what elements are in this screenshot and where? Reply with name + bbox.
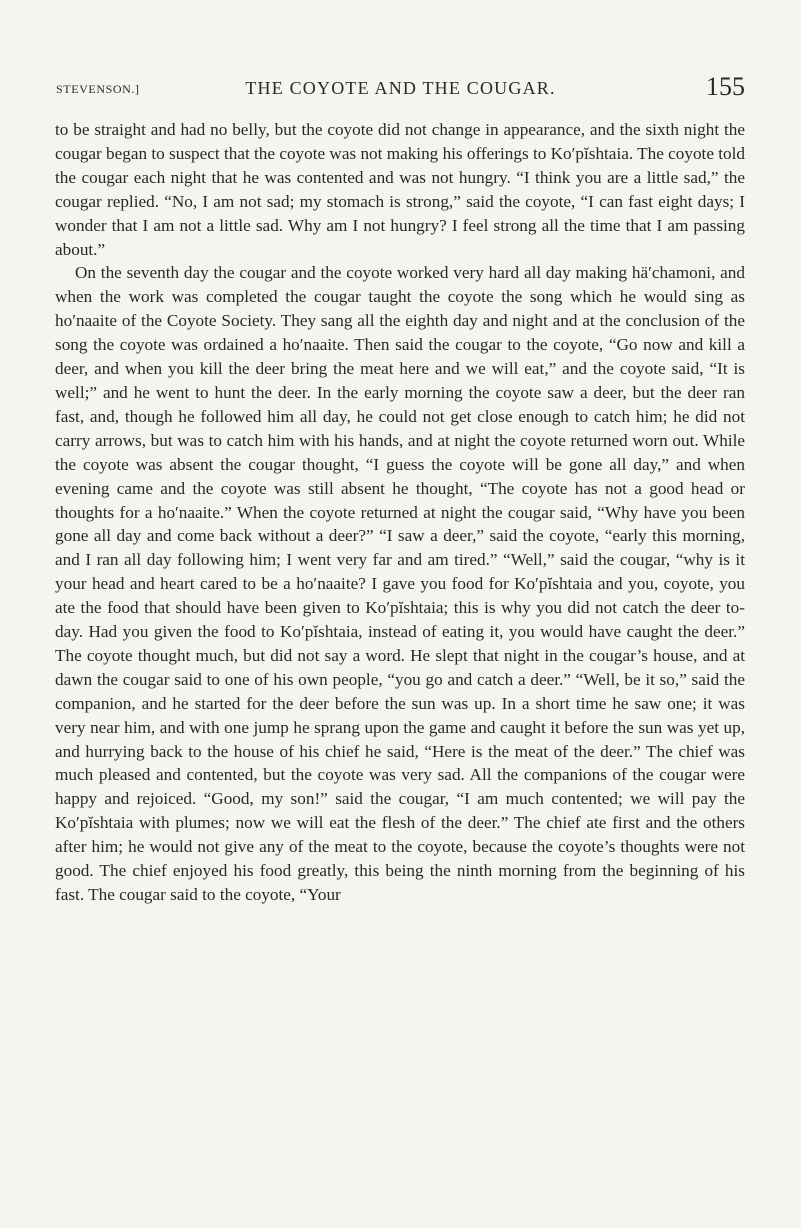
author-header: STEVENSON.] [56,82,140,96]
chapter-title: THE COYOTE AND THE COUGAR. [245,78,556,98]
running-head [56,72,745,112]
paragraph-2: On the seventh day the cougar and the coyote worked very hard all day making hä′chamoni, and when the work was completed the cougar taught the coyote the song which he would sing as ho′naaite of the Coyote Society. They sang all the eighth day and night and at the conclusion of the song the coyote was ordained a ho′naaite. Then said the cougar to the coyote, “Go now and kill a deer, and when you kill the deer bring the meat here and we will eat,” and the coyote said, “It is well;” and he went to hunt the deer. In the early morning the coyote saw a deer, but the deer ran fast, and, though he followed him all day, he could not get close enough to catch him; he did not carry arrows, but was to catch him with his hands, and at night the coyote returned worn out. While the coyote was absent the cougar thought, “I guess the coyote will be gone all day,” and when evening came and the coyote was still absent he thought, “The coyote has not a good head or thoughts for a ho′naaite.” When the coyote returned at night the cougar said, “Why have you been gone all day and come back without a deer?” “I saw a deer,” said the coyote, “early this morning, and I ran all day following him; I went very far and am tired.” “Well,” said the cougar, “why is it your head and heart cared to be a ho′naaite? I gave you food for Ko′pĭshtaia and you, coyote, you ate the food that should have been given to Ko′pĭshtaia; this is why you did not catch the deer to-day. Had you given the food to Ko′pĭshtaia, instead of eating it, you would have caught the deer.” The coyote thought much, but did not say a word. He slept that night in the cougar’s house, and at dawn the cougar said to one of his own people, “you go and catch a deer.” “Well, be it so,” said the companion, and he started for the deer before the sun was up. In a short time he saw one; it was very near him, and with one jump he sprang upon the game and caught it before the sun was yet up, and hurrying back to the house of his chief he said, “Here is the meat of the deer.” The chief was much pleased and contented, but the coyote was very sad. All the companions of the cougar were happy and rejoiced. “Good, my son!” said the cougar, “I am much contented; we will pay the Ko′pĭshtaia with plumes; now we will eat the flesh of the deer.” The chief ate first and the others after him; he would not give any of the meat to the coyote, because the coyote’s thoughts were not good. The chief enjoyed his food greatly, this being the ninth morning from the beginning of his fast. The cougar said to the coyote, “Your [55,263,745,904]
body-text [55,118,745,907]
page-number: 155 [706,72,745,101]
paragraph-1: to be straight and had no belly, but the coyote did not change in appearance, and the sixth night the cougar began to suspect that the coyote was not making his offerings to Ko′pĭshtaia. The coyote told the cougar each night that he was contented and was not hungry. “I think you are a little sad,” the cougar replied. “No, I am not sad; my stomach is strong,” said the coyote, “I can fast eight days; I wonder that I am not a little sad. Why am I not hungry? I feel strong all the time that I am passing about.” [55,120,745,259]
